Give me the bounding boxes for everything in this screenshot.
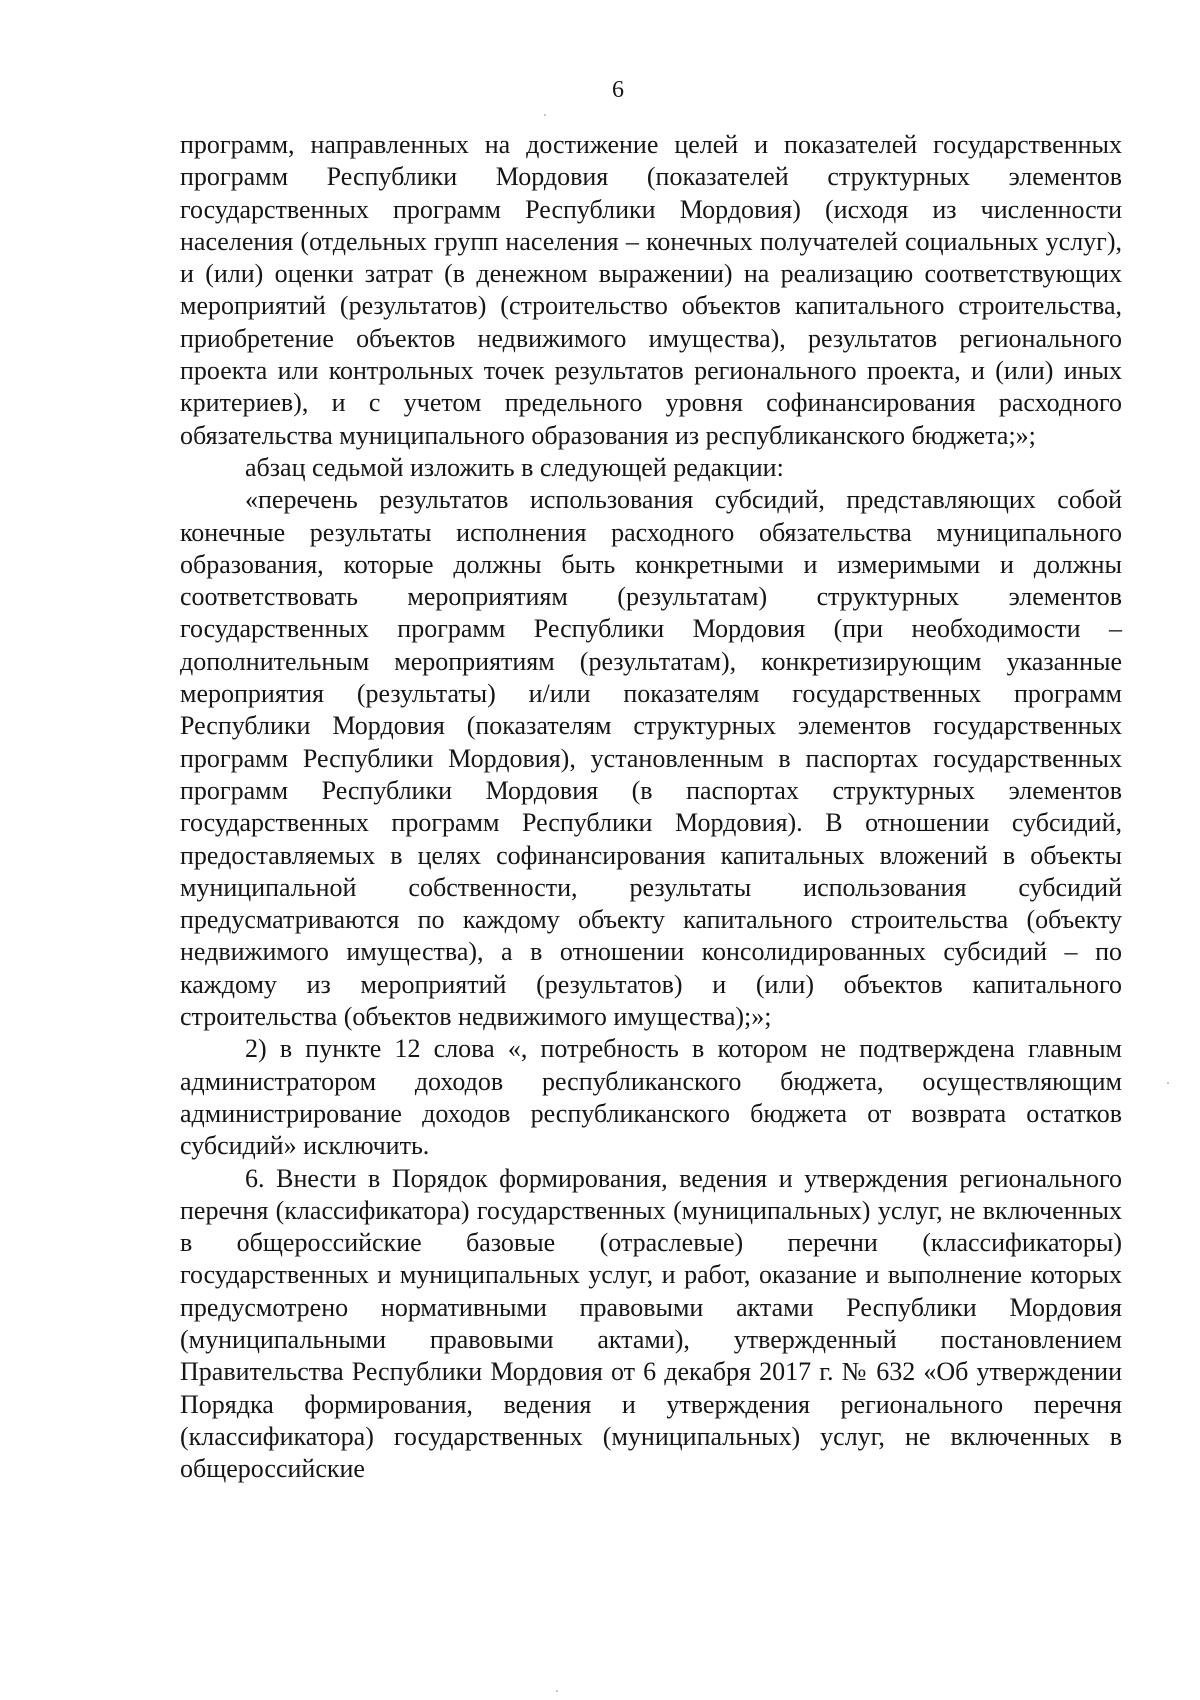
paragraph-seventh-abzac-intro: абзац седьмой изложить в следующей редакции: xyxy=(245,452,784,482)
document-body xyxy=(180,129,1122,1485)
scan-speck xyxy=(544,114,546,116)
scan-speck xyxy=(1167,1082,1169,1084)
paragraph-subsidy-results-list: «перечень результатов использования субсидий, представляющих собой конечные результаты исполнения расходного обязательства муниципального образования, которые должны быть конкретными и измеримыми и должны соответствовать мероприятиям (результатам) структурных элементов государственных программ Республики Мордовия (при необходимости – дополнительным мероприятиям (результатам), конкретизирующим указанные мероприятия (результаты) и/или показателям государственных программ Республики Мордовия (показателям структурных элементов государственных программ Республики Мордовия), установленным в паспортах государственных программ Республики Мордовия (в паспортах структурных элементов государственных программ Республики Мордовия). В отношении субсидий, предоставляемых в целях софинансирования капитальных вложений в объекты муниципальной собственности, результаты использования субсидий предусматриваются по каждому объекту капитального строительства (объекту недвижимого имущества), а в отношении консолидированных субсидий – по каждому из мероприятий (результатов) и (или) объектов капитального строительства (объектов недвижимого имущества);»; xyxy=(180,485,1122,1032)
paragraph-program-criteria: программ, направленных на достижение целей и показателей государственных программ Республики Мордовия (показателей структурных элементов государственных программ Республики Мордовия) (исходя из численности населения (отдельных групп населения – конечных получателей социальных услуг), и (или) оценки затрат (в денежном выражении) на реализацию соответствующих мероприятий (результатов) (строительство объектов капитального строительства, приобретение объектов недвижимого имущества), результатов регионального проекта или контрольных точек результатов регионального проекта, и (или) иных критериев), и с учетом предельного уровня софинансирования расходного обязательства муниципального образования из республиканского бюджета;»; xyxy=(180,130,1122,450)
page-number: 6 xyxy=(612,77,624,103)
scan-speck xyxy=(556,1690,558,1692)
paragraph-item-12-amendment: 2) в пункте 12 слова «, потребность в котором не подтверждена главным администратором доходов республиканского бюджета, осуществляющим администрирование доходов республиканского бюджета от возврата остатков субсидий» исключить. xyxy=(180,1034,1122,1161)
paragraph-section-6-amendment: 6. Внести в Порядок формирования, ведения и утверждения регионального перечня (классификатора) государственных (муниципальных) услуг, не включенных в общероссийские базовые (отраслевые) перечни (классификаторы) государственных и муниципальных услуг, и работ, оказание и выполнение которых предусмотрено нормативными правовыми актами Республики Мордовия (муниципальными правовыми актами), утвержденный постановлением Правительства Республики Мордовия от 6 декабря 2017 г. № 632 «Об утверждении Порядка формирования, ведения и утверждения регионального перечня (классификатора) государственных (муниципальных) услуг, не включенных в общероссийские xyxy=(180,1163,1122,1484)
